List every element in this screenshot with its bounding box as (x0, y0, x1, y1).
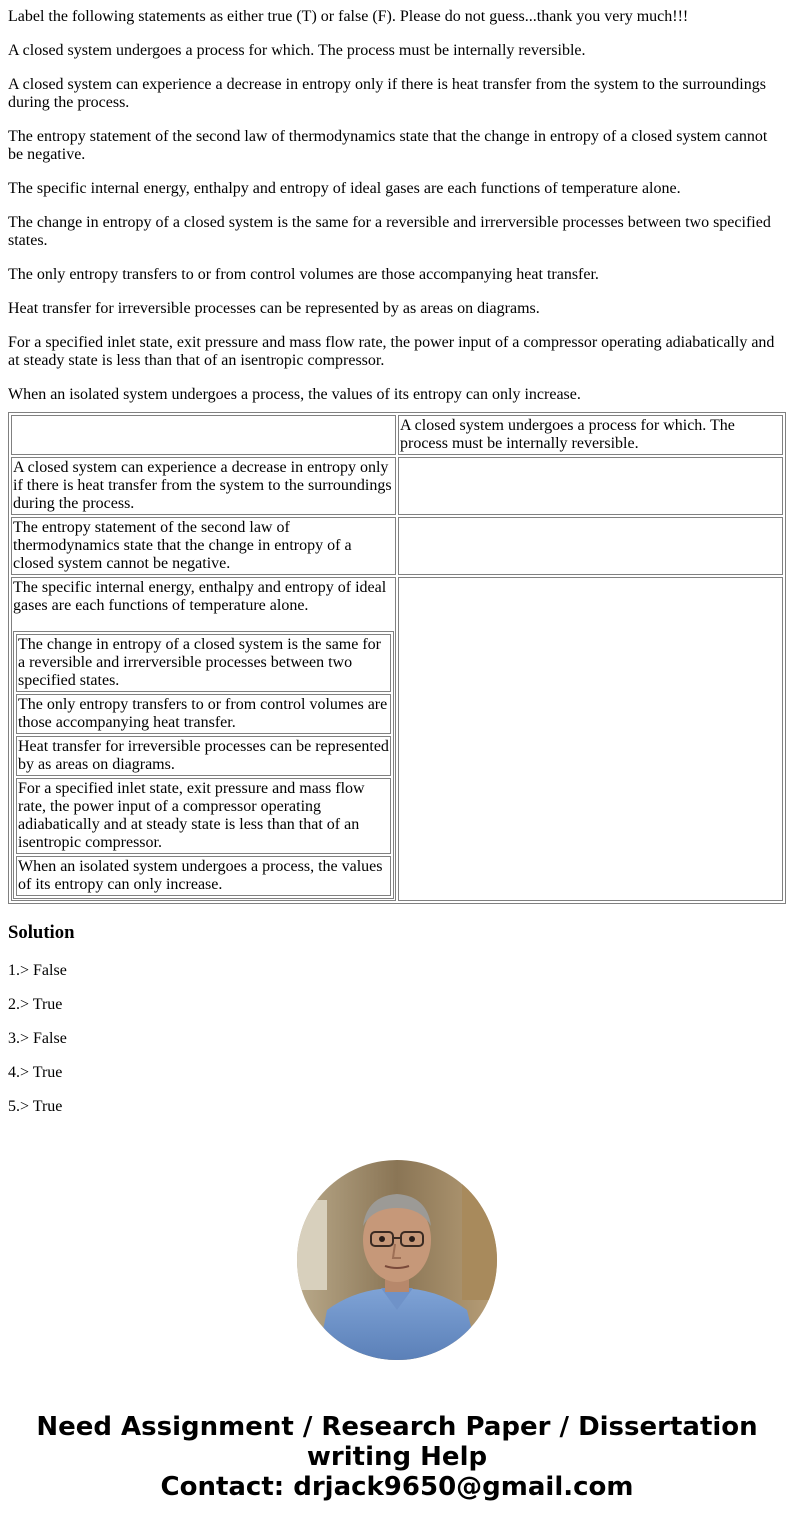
document-body (0, 8, 794, 1112)
table-cell: A closed system undergoes a process for which. The process must be internally reversible. (398, 415, 783, 455)
table-cell: A closed system can experience a decrease in entropy only if there is heat transfer from the system to the surroundings during the process. (11, 457, 396, 515)
tutor-portrait-image (297, 1160, 497, 1360)
table-cell: For a specified inlet state, exit pressure and mass flow rate, the power input of a compressor operating adiabatically and at steady state is less than that of an isentropic compressor. (16, 778, 391, 854)
nested-statements-table (13, 631, 394, 899)
promo-footer (0, 1412, 794, 1502)
table-cell-text: The specific internal energy, enthalpy and entropy of ideal gases are each functions of temperature alone. (13, 579, 387, 614)
statement-1: A closed system undergoes a process for which. The process must be internally reversible. (8, 42, 586, 59)
table-cell: The entropy statement of the second law of thermodynamics state that the change in entropy of a closed system cannot be negative. (11, 517, 396, 575)
table-row (16, 778, 391, 854)
statement-2: A closed system can experience a decrease in entropy only if there is heat transfer from the system to the surroundings during the process. (8, 76, 766, 111)
statement-3: The entropy statement of the second law of thermodynamics state that the change in entropy of a closed system cannot be negative. (8, 128, 768, 163)
solution-heading: Solution (8, 922, 75, 943)
table-cell-empty (398, 577, 783, 901)
answer-2: 2.> True (8, 996, 63, 1013)
table-row (11, 457, 783, 515)
promo-line-contact: Contact: drjack9650@gmail.com (160, 1472, 634, 1502)
answer-5: 5.> True (8, 1098, 63, 1112)
statement-8: For a specified inlet state, exit pressure and mass flow rate, the power input of a compressor operating adiabatically and at steady state is less than that of an isentropic compressor. (8, 334, 775, 369)
solution-answers (8, 962, 786, 1112)
table-cell: Heat transfer for irreversible processes can be represented by as areas on diagrams. (16, 736, 391, 776)
answer-3: 3.> False (8, 1030, 67, 1047)
table-cell-empty (398, 517, 783, 575)
statement-7: Heat transfer for irreversible processes can be represented by as areas on diagrams. (8, 300, 540, 317)
table-row (16, 736, 391, 776)
statement-6: The only entropy transfers to or from control volumes are those accompanying heat transfer. (8, 266, 599, 283)
statement-5: The change in entropy of a closed system is the same for a reversible and irrerversible processes between two specified states. (8, 214, 771, 249)
table-row (11, 577, 783, 901)
table-cell-nested (11, 577, 396, 901)
table-row (16, 634, 391, 692)
table-row (11, 517, 783, 575)
table-cell-empty (11, 415, 396, 455)
answer-1: 1.> False (8, 962, 67, 979)
statement-4: The specific internal energy, enthalpy and entropy of ideal gases are each functions of temperature alone. (8, 180, 681, 197)
table-row (11, 415, 783, 455)
table-cell-empty (398, 457, 783, 515)
statements-table (8, 412, 786, 904)
table-cell: When an isolated system undergoes a process, the values of its entropy can only increase. (16, 856, 391, 896)
table-cell: The only entropy transfers to or from control volumes are those accompanying heat transfer. (16, 694, 391, 734)
table-row (16, 694, 391, 734)
promo-line-help: Need Assignment / Research Paper / Dissertation writing Help (36, 1412, 758, 1472)
question-intro: Label the following statements as either true (T) or false (F). Please do not guess...thank you very much!!! (8, 8, 689, 25)
answer-4: 4.> True (8, 1064, 63, 1081)
table-row (16, 856, 391, 896)
table-cell: The change in entropy of a closed system is the same for a reversible and irrerversible processes between two specified states. (16, 634, 391, 692)
statement-9: When an isolated system undergoes a process, the values of its entropy can only increase. (8, 386, 581, 403)
tutor-photo (297, 1160, 497, 1360)
